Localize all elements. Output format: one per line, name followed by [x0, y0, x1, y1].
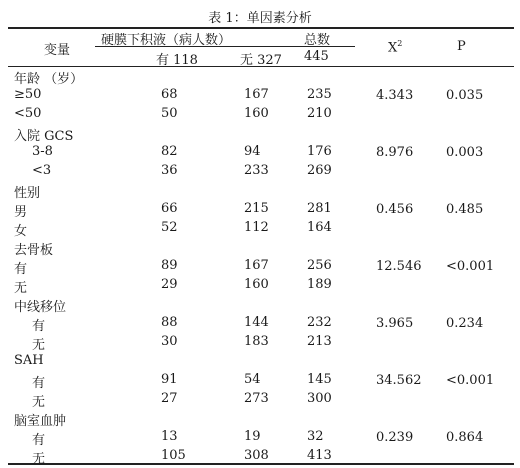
cell-total: 32 [307, 429, 324, 444]
cell-yes: 91 [161, 372, 178, 387]
cell-yes: 30 [161, 334, 178, 349]
cell-p-value: 0.485 [446, 202, 484, 217]
cell-no: 167 [244, 87, 269, 102]
cell-no: 19 [244, 429, 261, 444]
cell-total: 235 [307, 87, 332, 102]
header-total: 总数 [304, 33, 331, 48]
row-label: <3 [32, 163, 52, 178]
cell-yes: 13 [161, 429, 178, 444]
cell-p-value: 0.234 [446, 316, 484, 331]
cell-chi-square: 4.343 [376, 88, 414, 103]
cell-no: 273 [244, 391, 269, 406]
header-chi-square [388, 39, 402, 55]
cell-yes: 29 [161, 277, 178, 292]
row-label: 有 [32, 433, 46, 448]
cell-no: 215 [244, 201, 269, 216]
cell-no: 94 [244, 144, 261, 159]
cell-yes: 88 [161, 315, 178, 330]
cell-total: 413 [307, 448, 332, 463]
chi-superscript: 2 [397, 39, 403, 48]
cell-yes: 105 [161, 448, 186, 463]
cell-chi-square: 0.456 [376, 202, 414, 217]
category-label: 入院 GCS [14, 129, 74, 144]
subheader-yes: 有 118 [156, 53, 198, 68]
cell-total: 281 [307, 201, 332, 216]
category-label: SAH [14, 353, 44, 368]
top-rule [8, 27, 514, 29]
cell-total: 210 [307, 106, 332, 121]
category-label: 性别 [14, 186, 41, 201]
row-label: <50 [14, 106, 42, 121]
row-label: 女 [14, 224, 28, 239]
cell-total: 300 [307, 391, 332, 406]
category-label: 去骨板 [14, 243, 54, 258]
bottom-rule [8, 463, 514, 465]
header-group: 硬膜下积液（病人数） [101, 33, 232, 48]
subheader-no: 无 327 [240, 53, 282, 68]
cell-yes: 89 [161, 258, 178, 273]
cell-total: 176 [307, 144, 332, 159]
cell-no: 167 [244, 258, 269, 273]
category-label: 年龄 （岁） [14, 72, 84, 87]
subheader-total: 445 [304, 49, 329, 64]
cell-total: 256 [307, 258, 332, 273]
row-label: 无 [14, 281, 28, 296]
row-label: 男 [14, 205, 28, 220]
cell-no: 54 [244, 372, 261, 387]
cell-total: 269 [307, 163, 332, 178]
row-label: 无 [32, 452, 46, 467]
cell-p-value: 0.864 [446, 430, 484, 445]
cell-total: 164 [307, 220, 332, 235]
row-label: 无 [32, 338, 46, 353]
cell-yes: 68 [161, 87, 178, 102]
cell-chi-square: 34.562 [376, 373, 422, 388]
cell-total: 189 [307, 277, 332, 292]
cell-yes: 66 [161, 201, 178, 216]
chi-symbol: X [388, 40, 398, 56]
cell-chi-square: 3.965 [376, 316, 414, 331]
header-p: P [457, 39, 466, 54]
cell-chi-square: 8.976 [376, 145, 414, 160]
cell-no: 160 [244, 106, 269, 121]
cell-no: 160 [244, 277, 269, 292]
cell-p-value: 0.003 [446, 145, 484, 160]
cell-chi-square: 12.546 [376, 259, 422, 274]
cell-yes: 82 [161, 144, 178, 159]
header-variable: 变量 [44, 43, 71, 58]
row-label: 有 [32, 319, 46, 334]
cell-yes: 50 [161, 106, 178, 121]
cell-p-value: <0.001 [446, 373, 495, 388]
row-label: 无 [32, 395, 46, 410]
category-label: 脑室血肿 [14, 414, 67, 429]
row-label: ≥50 [14, 87, 42, 102]
cell-p-value: <0.001 [446, 259, 495, 274]
cell-yes: 52 [161, 220, 178, 235]
row-label: 3-8 [32, 144, 53, 159]
table-caption: 表 1：单因素分析 [208, 11, 312, 26]
cell-total: 145 [307, 372, 332, 387]
cell-no: 183 [244, 334, 269, 349]
cell-total: 213 [307, 334, 332, 349]
cell-yes: 36 [161, 163, 178, 178]
row-label: 有 [14, 262, 28, 277]
cell-p-value: 0.035 [446, 88, 484, 103]
cell-no: 112 [244, 220, 269, 235]
cell-chi-square: 0.239 [376, 430, 414, 445]
cell-no: 308 [244, 448, 269, 463]
cell-no: 144 [244, 315, 269, 330]
cell-total: 232 [307, 315, 332, 330]
category-label: 中线移位 [14, 300, 67, 315]
cell-yes: 27 [161, 391, 178, 406]
cell-no: 233 [244, 163, 269, 178]
row-label: 有 [32, 376, 46, 391]
